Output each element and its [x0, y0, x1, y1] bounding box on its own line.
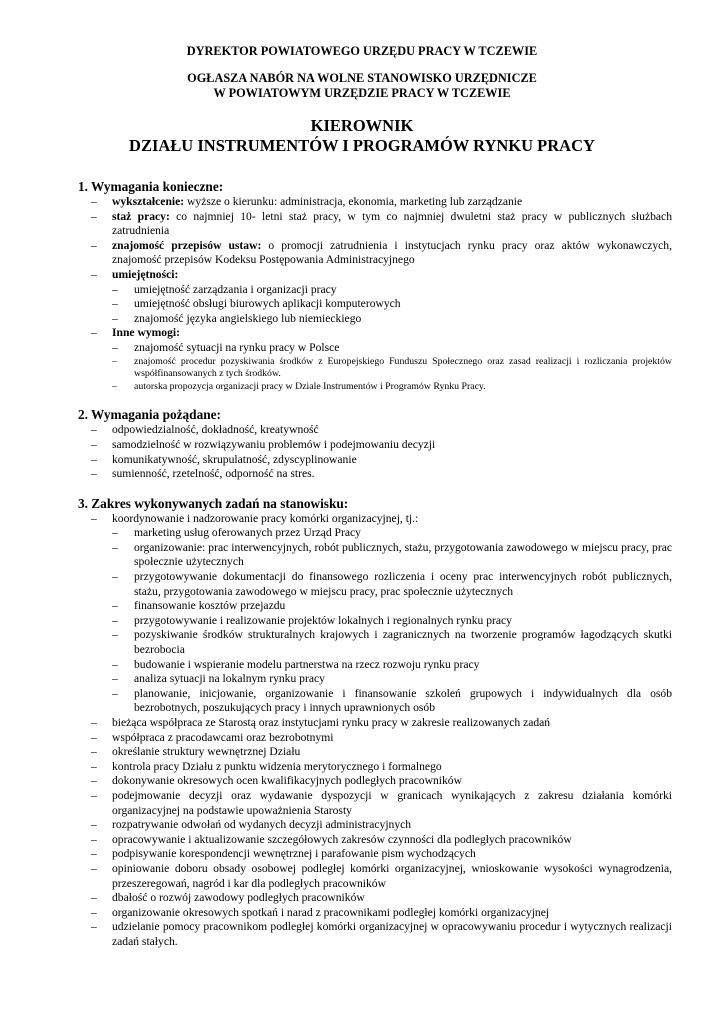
item-label: znajomość przepisów ustaw: [112, 238, 262, 252]
list-item: – bieżąca współpraca ze Starostą oraz instytucjami rynku pracy w zakresie realizowanych zadań [78, 716, 672, 731]
list-item: – rozpatrywanie odwołań od wydanych decyzji administracyjnych [78, 818, 672, 833]
list-item [78, 210, 672, 239]
list-item: – dbałość o rozwój zawodowy podległych pracowników [78, 891, 672, 906]
list-item: – sumienność, rzetelność, odporność na stres. [78, 467, 672, 482]
other-requirements-small-list [112, 356, 672, 394]
list-item: – współpraca z pracodawcami oraz bezrobotnymi [78, 731, 672, 746]
list-item: – dokonywanie okresowych ocen kwalifikacyjnych podległych pracowników [78, 774, 672, 789]
item-text: co najmniej 10- letni staż pracy, w tym co najmniej dwuletni staż pracy w publicznych służbach zatrudnienia [112, 209, 672, 238]
list-item [78, 326, 672, 393]
item-text: koordynowanie i nadzorowanie pracy komórki organizacyjnej, tj.: [112, 511, 419, 525]
list-item [78, 195, 672, 210]
item-text: o promocji zatrudnienia i instytucjach rynku pracy oraz aktów wykonawczych, znajomość przepisów Kodeksu Postępowania Administracyjnego [112, 238, 672, 267]
list-item: – opracowywanie i aktualizowanie szczegółowych zakresów czynności dla podległych pracowników [78, 833, 672, 848]
section-heading-required: 1. Wymagania konieczne: [78, 179, 224, 194]
list-item: – budowanie i wspieranie modelu partnerstwa na rzecz rozwoju rynku pracy [112, 658, 672, 673]
list-item: – samodzielność w rozwiązywaniu problemów i podejmowaniu decyzji [78, 438, 672, 453]
list-item: – komunikatywność, skrupulatność, zdyscyplinowanie [78, 453, 672, 468]
list-item [78, 512, 672, 716]
list-item: – przygotowywanie dokumentacji do finansowego rozliczenia i oceny prac interwencyjnych robót publicznych, stażu, przygotowania zawodowego w miejscu pracy, prac społecznie użytecznych [112, 570, 672, 599]
list-item: – umiejętność zarządzania i organizacji pracy [112, 283, 672, 298]
list-item: – finansowanie kosztów przejazdu [112, 599, 672, 614]
list-item [78, 239, 672, 268]
desired-list [78, 423, 672, 481]
list-item: – autorska propozycja organizacji pracy w Dziale Instrumentów i Programów Rynku Pracy. [112, 381, 672, 394]
item-label: staż pracy: [112, 209, 170, 223]
list-item: – określanie struktury wewnętrznej Działu [78, 745, 672, 760]
list-item: – opiniowanie doboru obsady osobowej podległej komórki organizacyjnej, wnioskowanie wysokości wynagrodzenia, przeszeregowań, nagród i kar dla podległych pracowników [78, 862, 672, 891]
list-item: – znajomość języka angielskiego lub niemieckiego [112, 312, 672, 327]
list-item: – przygotowywanie i realizowanie projektów lokalnych i regionalnych rynku pracy [112, 614, 672, 629]
required-list [78, 195, 672, 393]
document-body [78, 179, 672, 950]
issuer-line: DYREKTOR POWIATOWEGO URZĘDU PRACY W TCZEWIE [186, 44, 538, 58]
list-item: – znajomość procedur pozyskiwania środków z Europejskiego Funduszu Społecznego oraz zasad realizacji i rozliczania projektów współfinansowanych z tych środków. [112, 356, 672, 381]
position-title [0, 116, 724, 156]
skills-list [112, 283, 672, 327]
list-item: – organizowanie okresowych spotkań i narad z pracownikami podległej komórki organizacyjnej [78, 906, 672, 921]
list-item: – podejmowanie decyzji oraz wydawanie dyspozycji w granicach wynikających z zakresu działania komórki organizacyjnej na podstawie upoważnienia Starosty [78, 789, 672, 818]
item-label: umiejętności: [112, 267, 179, 281]
list-item: – organizowanie: prac interwencyjnych, robót publicznych, stażu, przygotowania zawodowego w miejscu pracy, prac społecznie użytecznych [112, 541, 672, 570]
list-item: – podpisywanie korespondencji wewnętrznej i parafowanie pism wychodzących [78, 847, 672, 862]
list-item: – planowanie, inicjowanie, organizowanie i finansowanie szkoleń grupowych i indywidualnych dla osób bezrobotnych, poszukujących pracy i innych uprawnionych osób [112, 687, 672, 716]
position-title-line-2: DZIAŁU INSTRUMENTÓW I PROGRAMÓW RYNKU PRACY [129, 136, 595, 155]
list-item: – odpowiedzialność, dokładność, kreatywność [78, 423, 672, 438]
announcement-line-2: W POWIATOWYM URZĘDZIE PRACY W TCZEWIE [213, 86, 511, 100]
list-item: – umiejętność obsługi biurowych aplikacji komputerowych [112, 297, 672, 312]
list-item: – kontrola pracy Działu z punktu widzenia merytorycznego i formalnego [78, 760, 672, 775]
list-item: – znajomość sytuacji na rynku pracy w Polsce [112, 341, 672, 356]
item-text: wyższe o kierunku: administracja, ekonomia, marketing lub zarządzanie [184, 195, 523, 208]
list-item [78, 268, 672, 326]
list-item: – analiza sytuacji na lokalnym rynku pracy [112, 672, 672, 687]
item-label: wykształcenie: [112, 195, 185, 208]
list-item: – marketing usług oferowanych przez Urząd Pracy [112, 526, 672, 541]
section-heading-duties: 3. Zakres wykonywanych zadań na stanowisku: [78, 495, 349, 511]
coordination-sub-list [112, 526, 672, 716]
announcement-line-1: OGŁASZA NABÓR NA WOLNE STANOWISKO URZĘDNICZE [187, 71, 537, 85]
list-item: – pozyskiwanie środków strukturalnych krajowych i zagranicznych na tworzenie programów łagodzących skutki bezrobocia [112, 628, 672, 657]
item-label: Inne wymogi: [112, 326, 180, 340]
list-item: – udzielanie pomocy pracownikom podległej komórki organizacyjnej w opracowywaniu procedur i wytycznych realizacji zadań stałych. [78, 920, 672, 949]
announcement [0, 71, 724, 101]
duties-list [78, 512, 672, 950]
other-requirements-list [112, 341, 672, 356]
position-title-line-1: KIEROWNIK [310, 116, 414, 135]
section-heading-desired: 2. Wymagania pożądane: [78, 407, 221, 423]
